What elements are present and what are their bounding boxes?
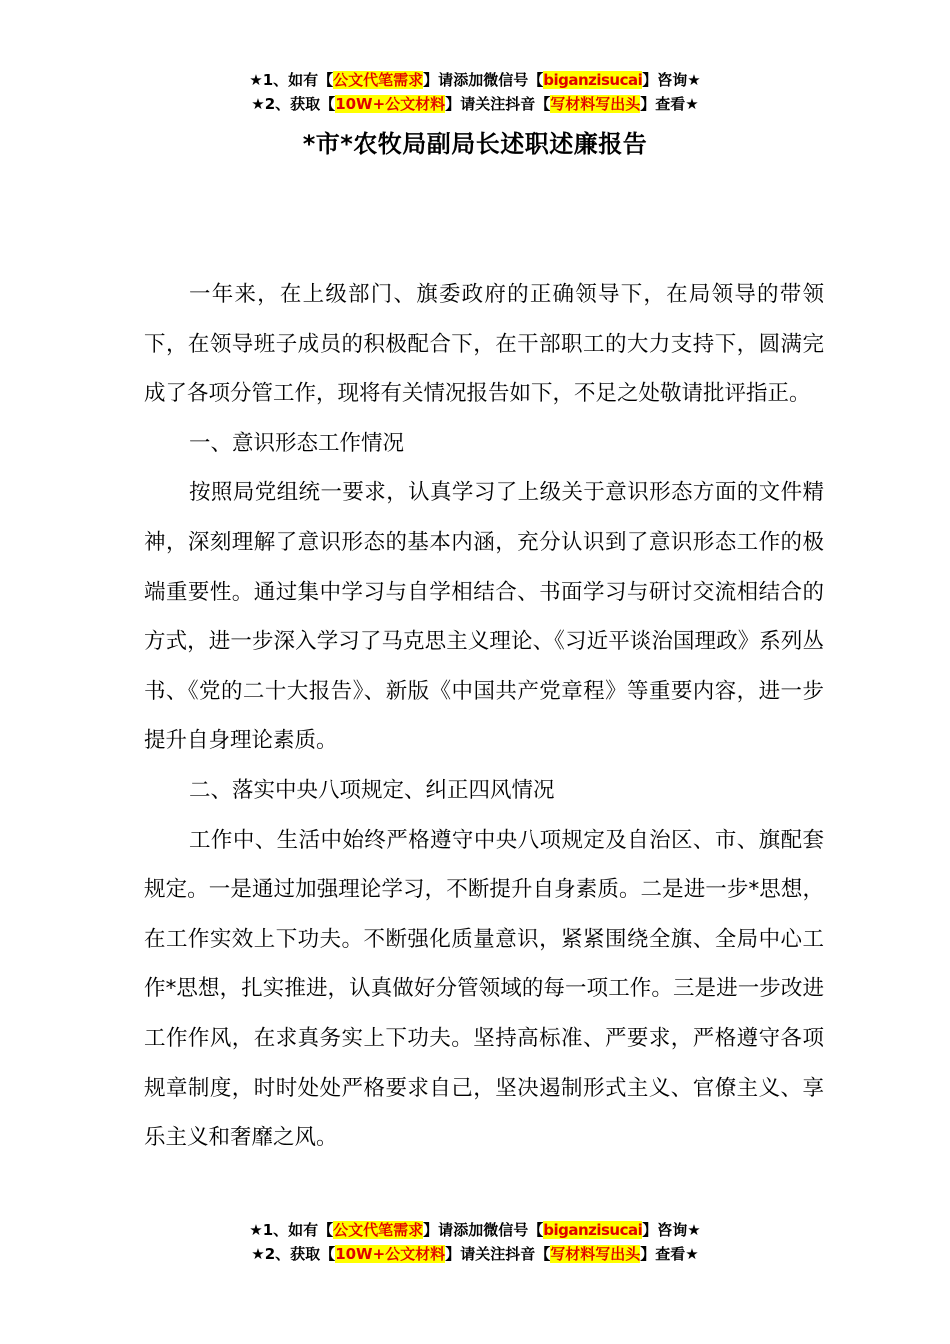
banner-text: 微信号【 [483,71,544,89]
banner-text: ★2、获取【 [251,1245,336,1263]
banner-text: 】查看★ [640,95,699,113]
section-heading-ideology: 一、意识形态工作情况 [189,430,405,456]
banner-text: ★1、如有【 [249,71,334,89]
banner-text: 】咨询★ [642,1221,701,1239]
banner-text: 】咨询★ [642,71,701,89]
section-heading-eight-rules: 二、落实中央八项规定、纠正四风情况 [189,777,555,803]
banner-text: 】请 [445,95,476,113]
header-banner [0,68,950,116]
banner-highlight-douyin: 写材料写出头 [550,1245,641,1263]
banner-highlight-wechat-id: biganzisucai [543,1221,643,1239]
banner-emphasis: 关注 [475,1245,506,1263]
banner-emphasis: 关注 [475,95,506,113]
document-title: *市*农牧局副局长述职述廉报告 [302,130,648,158]
banner-text: ★1、如有【 [249,1221,334,1239]
header-banner-line-2 [0,92,950,116]
banner-text: 】请 [445,1245,476,1263]
banner-text: 抖音【 [505,95,551,113]
banner-text: ★2、获取【 [251,95,336,113]
banner-emphasis: 添加 [453,1221,484,1239]
banner-text: 抖音【 [505,1245,551,1263]
banner-highlight-wechat-id: biganzisucai [543,71,643,89]
footer-banner-line-1 [0,1218,950,1242]
footer-banner [0,1218,950,1266]
document-body [144,270,824,1163]
banner-text: 】请 [423,1221,454,1239]
banner-text: 微信号【 [483,1221,544,1239]
banner-highlight-service: 公文代笔需求 [333,71,424,89]
eight-rules-paragraph: 工作中、生活中始终严格遵守中央八项规定及自治区、市、旗配套规定。一是通过加强理论学习，不断提升自身素质。二是进一步*思想，在工作实效上下功夫。不断强化质量意识，紧紧围绕全旗、全局中心工作*思想，扎实推进，认真做好分管领域的每一项工作。三是进一步改进工作作风，在求真务实上下功夫。坚持高标准、严要求，严格遵守各项规章制度，时时处处严格要求自己，坚决遏制形式主义、官僚主义、享乐主义和奢靡之风。 [144,827,824,1151]
ideology-paragraph: 按照局党组统一要求，认真学习了上级关于意识形态方面的文件精神，深刻理解了意识形态的基本内涵，充分认识到了意识形态工作的极端重要性。通过集中学习与自学相结合、书面学习与研讨交流相结合的方式，进一步深入学习了马克思主义理论、《习近平谈治国理政》系列丛书、《党的二十大报告》、新版《中国共产党章程》等重要内容，进一步提升自身理论素质。 [144,480,824,754]
intro-paragraph: 一年来，在上级部门、旗委政府的正确领导下，在局领导的带领下，在领导班子成员的积极配合下，在干部职工的大力支持下，圆满完成了各项分管工作，现将有关情况报告如下，不足之处敬请批评指正。 [144,282,824,407]
banner-highlight-materials: 10W+公文材料 [335,95,446,113]
banner-text: 】查看★ [640,1245,699,1263]
banner-highlight-douyin: 写材料写出头 [550,95,641,113]
header-banner-line-1 [0,68,950,92]
banner-highlight-materials: 10W+公文材料 [335,1245,446,1263]
footer-banner-line-2 [0,1242,950,1266]
banner-emphasis: 添加 [453,71,484,89]
banner-highlight-service: 公文代笔需求 [333,1221,424,1239]
banner-text: 】请 [423,71,454,89]
